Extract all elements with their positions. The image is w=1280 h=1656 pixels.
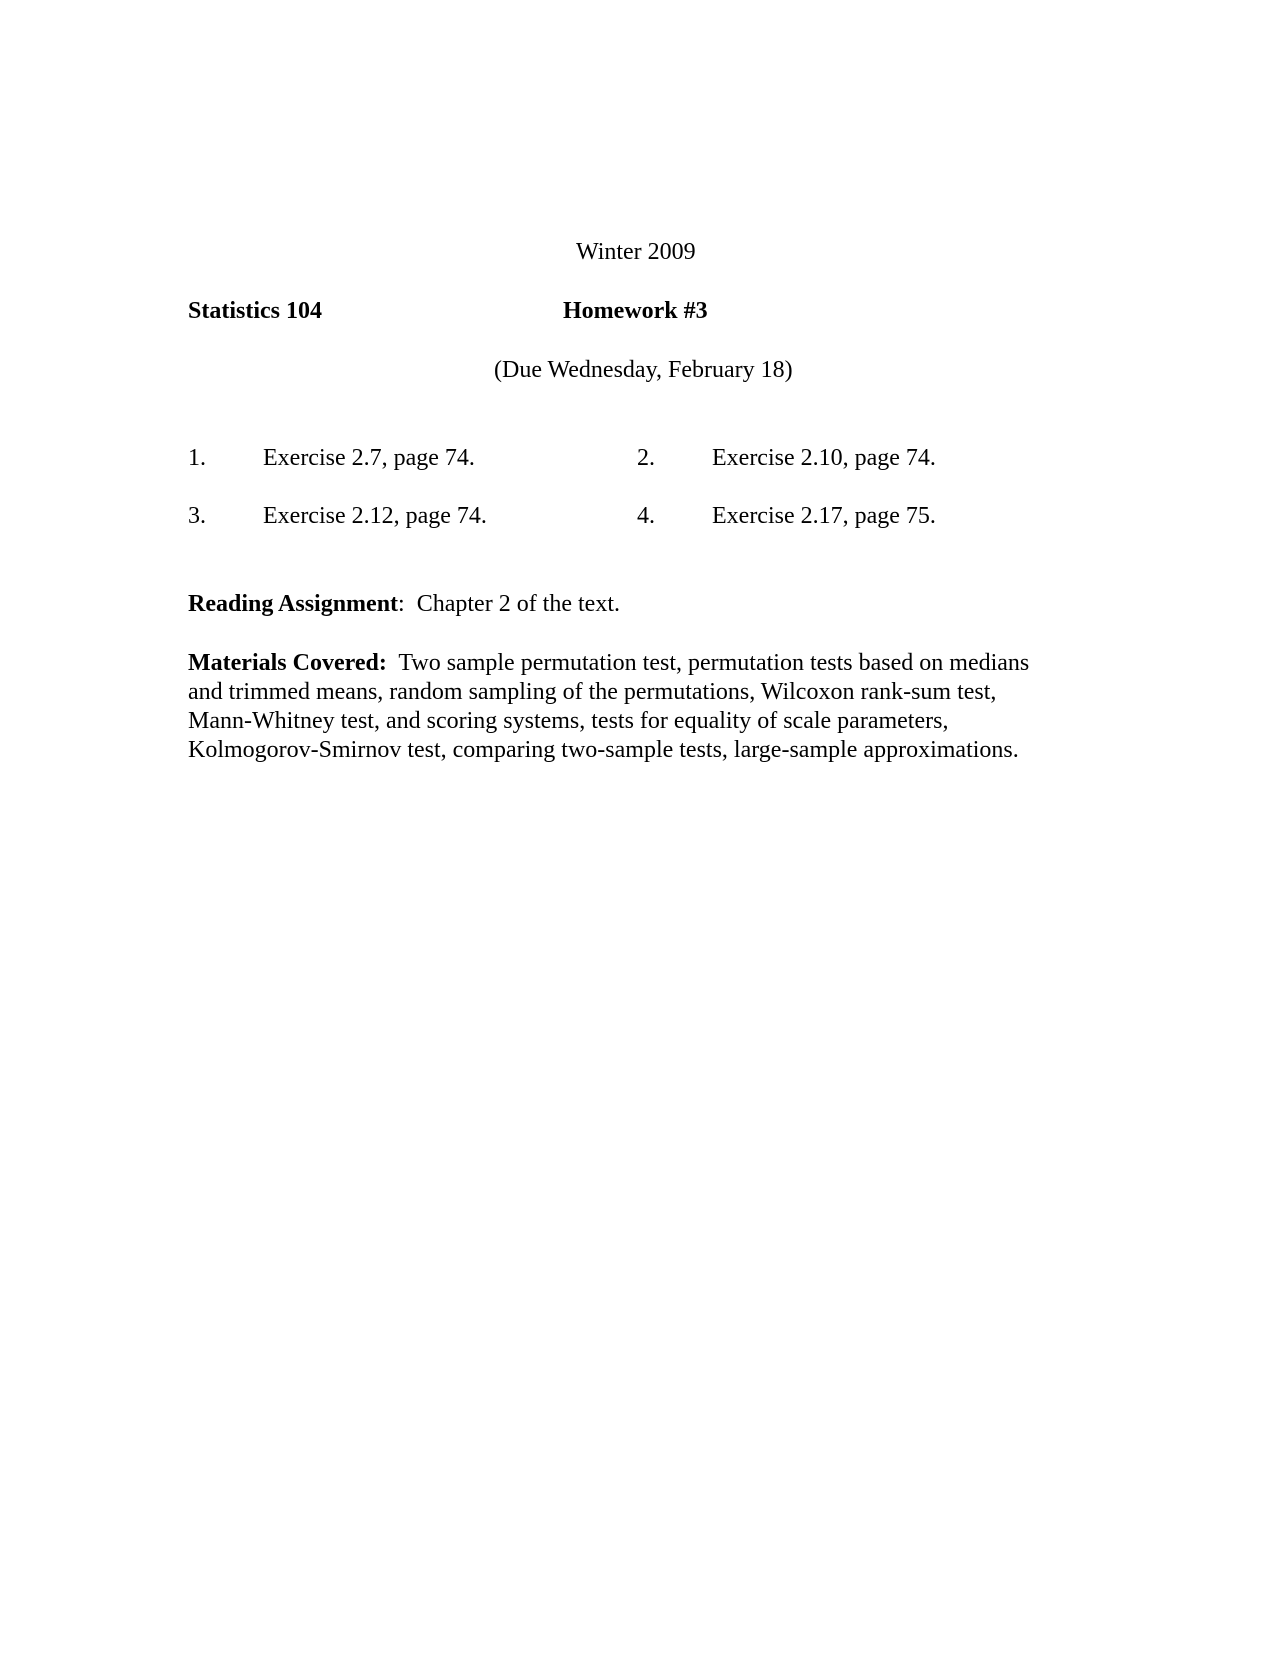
reading-assignment [188,590,620,619]
problem-text: Exercise 2.17, page 75. [712,503,936,529]
term-label: Winter 2009 [576,239,696,265]
problem-text: Exercise 2.12, page 74. [263,503,487,529]
materials-line-1 [188,649,1108,678]
materials-text: Two sample permutation test, permutation tests based on medians [386,650,1030,676]
problem-text: Exercise 2.7, page 74. [263,445,475,471]
materials-line-4: Kolmogorov-Smirnov test, comparing two-sample tests, large-sample approximations. [188,737,1019,763]
problem-text: Exercise 2.10, page 74. [712,445,936,471]
reading-label: Reading Assignment [188,591,399,617]
homework-title: Homework #3 [563,298,708,324]
materials-line-2: and trimmed means, random sampling of the permutations, Wilcoxon rank-sum test, [188,679,997,705]
problem-number: 4. [637,503,655,529]
reading-text: Chapter 2 of the text. [416,591,620,617]
materials-line-3: Mann-Whitney test, and scoring systems, tests for equality of scale parameters, [188,708,949,734]
materials-label: Materials Covered: [188,650,387,676]
due-date: (Due Wednesday, February 18) [494,357,793,383]
materials-covered [188,649,1108,765]
problem-number: 3. [188,503,206,529]
course-name: Statistics 104 [188,298,322,324]
problem-number: 2. [637,445,655,471]
reading-separator: : [398,591,417,617]
problem-number: 1. [188,445,206,471]
